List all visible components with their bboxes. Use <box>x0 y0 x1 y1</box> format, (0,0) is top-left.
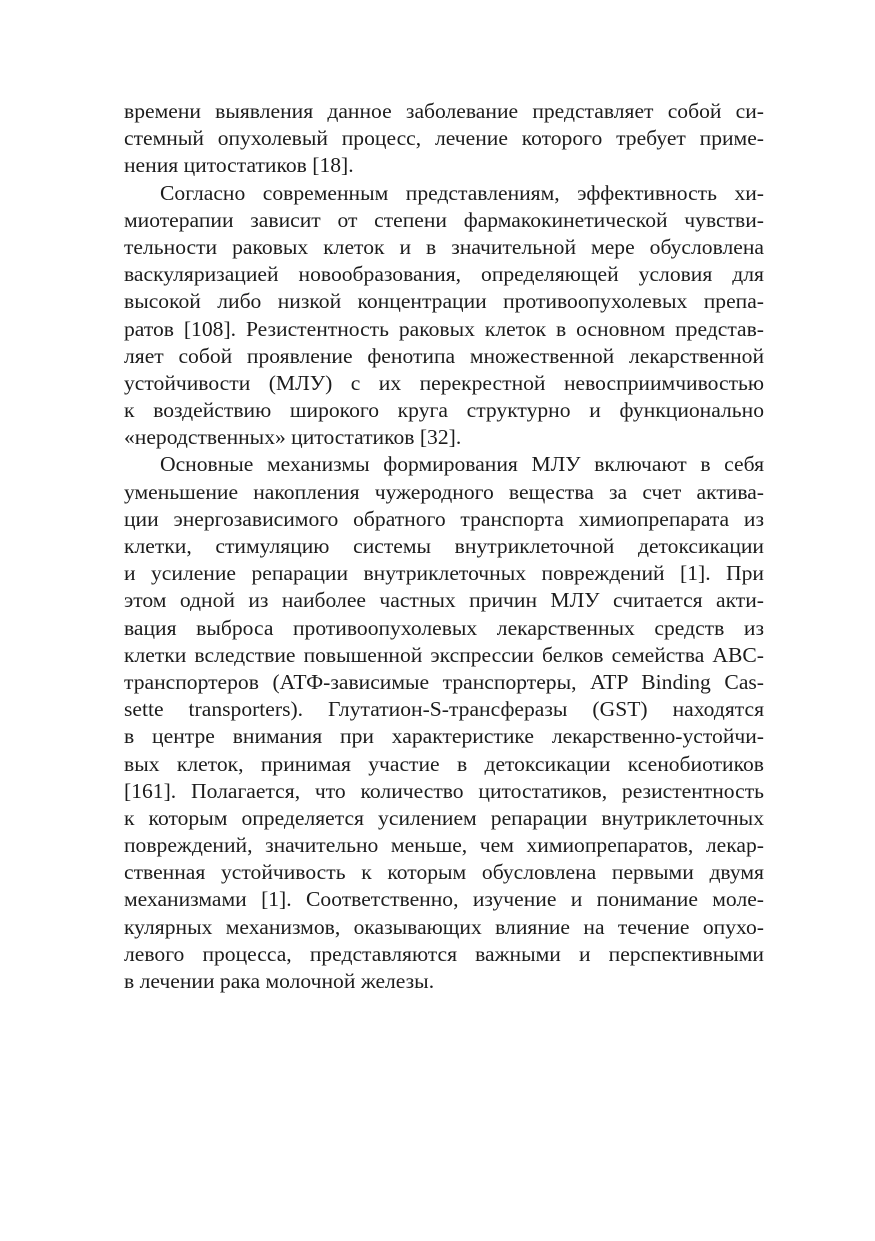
text-line: миотерапии зависит от степени фармакокинетической чувстви- <box>124 207 764 232</box>
text-line: васкуляризацией новообразования, определяющей условия для <box>124 262 764 287</box>
text-line: вых клеток, принимая участие в детоксикации ксенобиотиков <box>124 751 764 776</box>
text-line: Основные механизмы формирования МЛУ включают в себя <box>160 452 764 477</box>
paragraph <box>124 98 764 180</box>
text-line: ратов [108]. Резистентность раковых клеток в основном представ- <box>124 316 764 341</box>
text-line: высокой либо низкой концентрации противоопухолевых препа- <box>124 289 764 314</box>
text-line: [161]. Полагается, что количество цитостатиков, резистентность <box>124 778 764 803</box>
text-line: в центре внимания при характеристике лекарственно-устойчи- <box>124 724 764 749</box>
text-line: клетки, стимуляцию системы внутриклеточной детоксикации <box>124 534 764 558</box>
text-line: в лечении рака молочной железы. <box>124 969 435 993</box>
text-line: повреждений, значительно меньше, чем химиопрепаратов, лекар- <box>124 833 764 858</box>
text-line: тельности раковых клеток и в значительной мере обусловлена <box>124 234 764 259</box>
text-line: ляет собой проявление фенотипа множественной лекарственной <box>124 343 764 368</box>
text-line: ции энергозависимого обратного транспорта химиопрепарата из <box>124 506 764 531</box>
text-line: кулярных механизмов, оказывающих влияние на течение опухо- <box>124 914 764 939</box>
text-line: sette transporters). Глутатион-S-трансферазы (GST) находятся <box>124 697 764 722</box>
text-line: вация выброса противоопухолевых лекарственных средств из <box>124 615 764 640</box>
paragraph <box>124 180 764 452</box>
text-line: Согласно современным представлениям, эффективность хи- <box>160 180 764 205</box>
text-line: к которым определяется усилением репарации внутриклеточных <box>124 805 764 830</box>
text-line: времени выявления данное заболевание представляет собой си- <box>124 99 764 123</box>
text-line: устойчивости (МЛУ) с их перекрестной невосприимчивостью <box>124 370 764 395</box>
text-line: «неродственных» цитостатиков [32]. <box>124 425 462 450</box>
text-line: механизмами [1]. Соответственно, изучение и понимание моле- <box>124 887 764 912</box>
text-line: к воздействию широкого круга структурно и функционально <box>124 398 764 423</box>
text-line: нения цитостатиков [18]. <box>124 153 354 178</box>
text-line: и усиление репарации внутриклеточных повреждений [1]. При <box>124 561 764 586</box>
body-text <box>124 98 764 995</box>
paragraph <box>124 451 764 995</box>
text-line: уменьшение накопления чужеродного вещества за счет актива- <box>124 479 764 504</box>
text-line: этом одной из наиболее частных причин МЛУ считается акти- <box>124 588 764 613</box>
text-line: ственная устойчивость к которым обусловлена первыми двумя <box>124 860 764 885</box>
text-line: транспортеров (АТФ-зависимые транспортеры, ATP Binding Cas- <box>124 669 764 694</box>
text-line: клетки вследствие повышенной экспрессии белков семейства ABC- <box>124 642 764 667</box>
text-line: левого процесса, представляются важными и перспективными <box>124 941 764 966</box>
text-line: стемный опухолевый процесс, лечение которого требует приме- <box>124 126 764 151</box>
